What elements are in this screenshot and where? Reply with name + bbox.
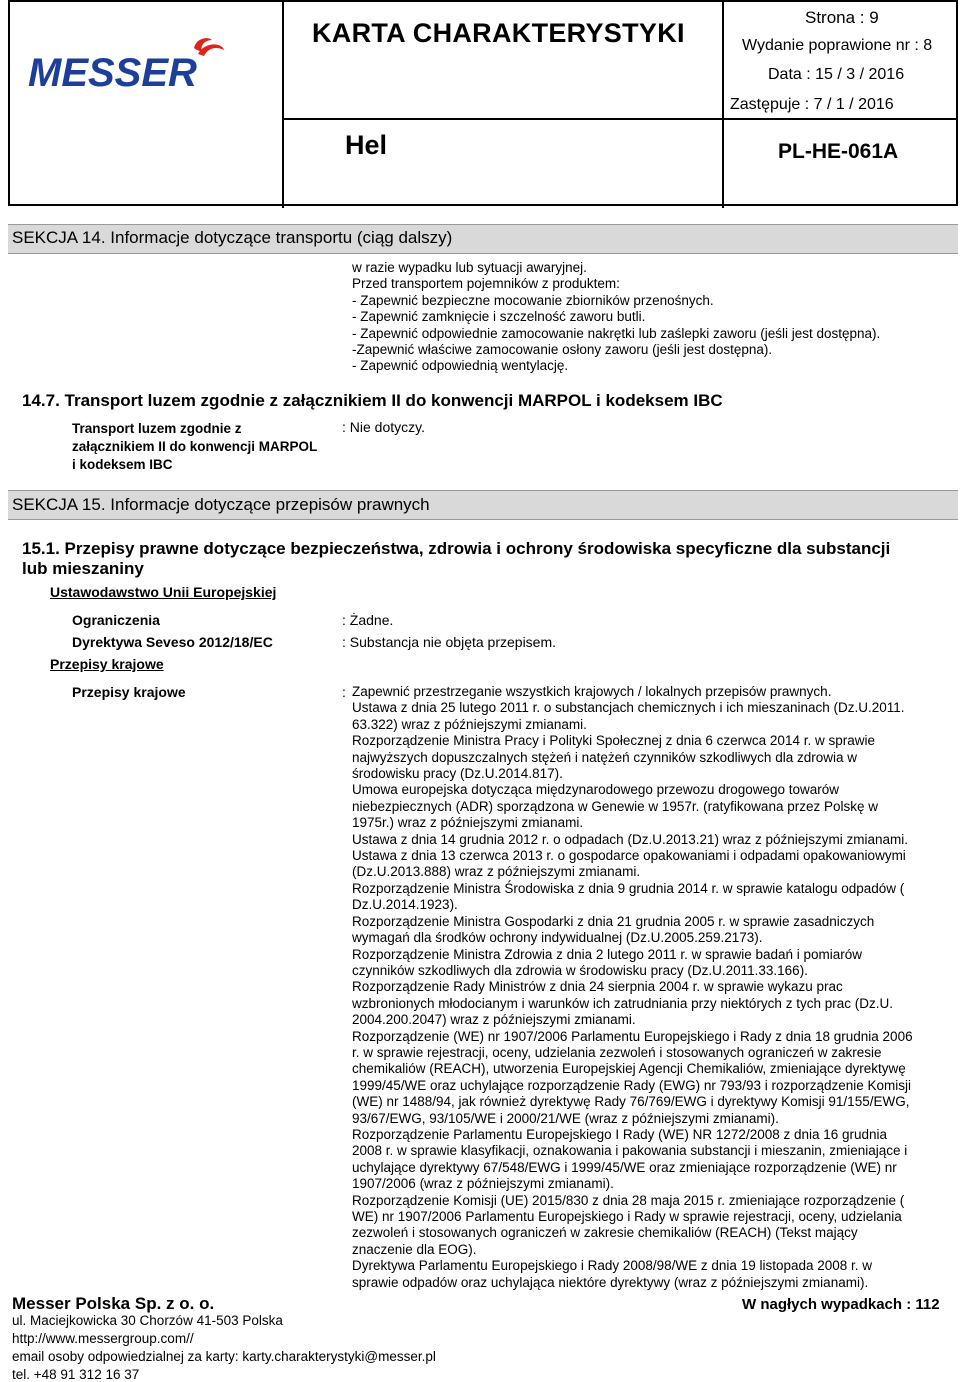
national-regulations-list: Zapewnić przestrzeganie wszystkich krajowych / lokalnych przepisów prawnych. Ustawa z dnia 25 lutego 2011 r. o substancjach chemicznych i ich mieszaninach (Dz.U.2011. 63.322) wraz z późniejszymi zmianami. Rozporządzenie Ministra Pracy i Polityki Społecznej z dnia 6 czerwca 2014 r. w sprawie najwyższych dopuszczalnych stężeń i natężeń czynników szkodliwych dla zdrowia w środowisku pracy (Dz.U.2014.817). Umowa europejska dotycząca międzynarodowego przewozu drogowego towarów niebezpiecznych (ADR) sporządzona w Genewie w 1957r. (ratyfikowana przez Polskę w 1975r.) wraz z późniejszymi zmianami. Ustawa z dnia 14 grudnia 2012 r. o odpadach (Dz.U.2013.21) wraz z późniejszymi zmianami. Ustawa z dnia 13 czerwca 2013 r. o gospodarce opakowaniami i odpadami opakowaniowymi (Dz.U.2013.888) wraz z późniejszymi zmianami. Rozporządzenie Ministra Środowiska z dnia 9 grudnia 2014 r. w sprawie katalogu odpadów ( Dz.U.2014.1923). Rozporządzenie Ministra Gospodarki z dnia 21 grudnia 2005 r. w sprawie zasadniczych wymagań dla środków ochrony indywidualnej (Dz.U.2005.259.2173). Rozporządzenie Ministra Zdrowia z dnia 2 lutego 2011 r. w sprawie badań i pomiarów czynników szkodliwych dla zdrowia w środowisku pracy (Dz.U.2011.33.166). Rozporządzenie Rady Ministrów z dnia 24 sierpnia 2004 r. w sprawie wykazu prac wzbronionych młodocianym i warunków ich zatrudniania przy niektórych z tych prac (Dz.U. 2004.200.2047) wraz z późniejszymi zmianami. Rozporządzenie (WE) nr 1907/2006 Parlamentu Europejskiego i Rady z dnia 18 grudnia 2006 r. w sprawie rejestracji, oceny, udzielania zezwoleń i stosowanych ograniczeń w zakresie chemikaliów (REACH), utworzenia Europejskiej Agencji Chemikaliów, zmieniające dyrektywę 1999/45/WE oraz uchylające rozporządzenie Rady (EWG) nr 793/93 i rozporządzenie Komisji (WE) nr 1488/94, jak również dyrektywę Rady 76/769/EWG i dyrektywy Komisji 91/155/EWG, 93/67/EWG, 93/105/WE i 2000/21/WE (wraz z późniejszymi zmianami). Rozporządzenie Parlamentu Europejskiego I Rady (WE) NR 1272/2008 z dnia 16 grudnia 2008 r. w sprawie klasyfikacji, oznakowania i pakowania substancji i mieszanin, zmieniające i uchylające dyrektywy 67/548/EWG i 1999/45/WE oraz zmieniające rozporządzenie (WE) nr 1907/2006 (wraz z późniejszymi zmianami). Rozporządzenie Komisji (UE) 2015/830 z dnia 28 maja 2015 r. zmieniające rozporządzenie ( WE) nr 1907/2006 Parlamentu Europejskiego i Rady w sprawie rejestracji, oceny, udzielania zezwoleń i stosowanych ograniczeń w zakresie chemikaliów (REACH) (Tekst mający znaczenie dla EOG). Dyrektywa Parlamentu Europejskiego i Rady 2008/98/WE z dnia 19 listopada 2008 r. w sprawie odpadów oraz uchylająca niektóre dyrektywy (wraz z późniejszymi zmianami). — [352, 684, 913, 1290]
restrictions-value: : Żadne. — [342, 612, 394, 628]
subsection-14-7-heading: 14.7. Transport luzem zgodnie z załącznikiem II do konwencji MARPOL i kodeksem IBC — [22, 391, 723, 410]
product-name: Hel — [345, 130, 388, 160]
replaces-version: Zastępuje : 7 / 1 / 2016 — [730, 96, 894, 113]
footer-address: ul. Maciejkowicka 30 Chorzów 41-503 Polska — [12, 1313, 283, 1328]
seveso-label: Dyrektywa Seveso 2012/18/EC — [72, 634, 273, 650]
footer-url[interactable]: http://www.messergroup.com// — [12, 1331, 194, 1346]
section-14-title: SEKCJA 14. Informacje dotyczące transportu (ciąg dalszy) — [12, 228, 453, 247]
marpol-value: : Nie dotyczy. — [342, 419, 425, 435]
product-code: PL-HE-061A — [778, 140, 899, 163]
footer-emergency-number: W nagłych wypadkach : 112 — [742, 1296, 940, 1313]
eu-legislation-heading: Ustawodawstwo Unii Europejskiej — [50, 584, 277, 600]
national-regulations-label: Przepisy krajowe — [72, 684, 186, 700]
page-number: Strona : 9 — [805, 8, 879, 27]
revision-date: Data : 15 / 3 / 2016 — [768, 66, 905, 83]
marpol-label: Transport luzem zgodnie z załącznikiem II do konwencji MARPOL i kodeksem IBC — [72, 421, 318, 472]
svg-text:MESSER: MESSER — [28, 51, 197, 95]
restrictions-label: Ograniczenia — [72, 612, 160, 628]
footer-telephone: tel. +48 91 312 16 37 — [12, 1367, 140, 1382]
document-title: KARTA CHARAKTERYSTYKI — [312, 18, 685, 48]
subsection-15-1-heading: 15.1. Przepisy prawne dotyczące bezpieczeństwa, zdrowia i ochrony środowiska specyficzne dla substancji lub mieszaniny — [22, 539, 891, 578]
section-15-title: SEKCJA 15. Informacje dotyczące przepisów prawnych — [12, 495, 430, 514]
messer-logo — [26, 36, 236, 96]
national-regulations-heading: Przepisy krajowe — [50, 656, 164, 672]
national-regulations-colon: : — [342, 684, 346, 700]
footer-email[interactable]: email osoby odpowiedzialnej za karty: karty.charakterystyki@messer.pl — [12, 1349, 436, 1364]
messer-logo-icon — [26, 36, 236, 96]
revision-number: Wydanie poprawione nr : 8 — [742, 37, 933, 54]
seveso-value: : Substancja nie objęta przepisem. — [342, 634, 557, 650]
footer-company: Messer Polska Sp. z o. o. — [12, 1294, 215, 1313]
section-14-continued-text: w razie wypadku lub sytuacji awaryjnej. Przed transportem pojemników z produktem: - Zapewnić bezpieczne mocowanie zbiorników przenośnych. - Zapewnić zamknięcie i szczelność zaworu butli. - Zapewnić odpowiednie zamocowanie nakrętki lub zaślepki zaworu (jeśli jest dostępna). -Zapewnić właściwe zamocowanie osłony zaworu (jeśli jest dostępna). - Zapewnić odpowiednią wentylację. — [352, 260, 881, 374]
